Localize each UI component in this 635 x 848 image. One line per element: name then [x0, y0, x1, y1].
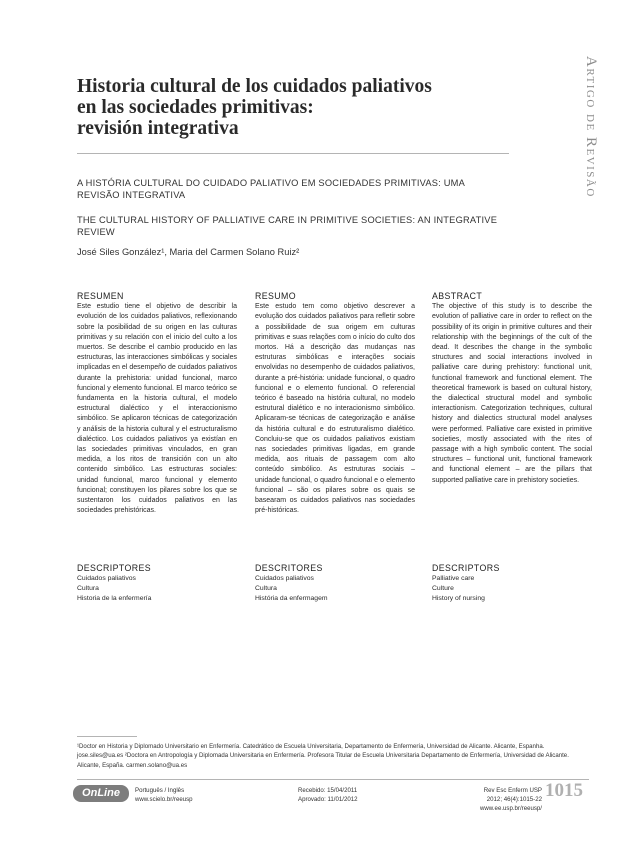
- abstract-column: [432, 291, 592, 486]
- descriptor-item: Cuidados paliativos: [255, 575, 314, 582]
- descriptores-block: [77, 563, 237, 604]
- footer-language: [135, 786, 193, 804]
- descriptors-heading: DESCRIPTORS: [432, 563, 500, 573]
- abstract-text: The objective of this study is to describe the evolution of palliative care in order to reflect on the possibility of its origin in primitive cultures and their relationship with the beginnings of the cult of the dead. It describes the change in the symbolic structures and social interactions involved in palliative care during prehistory: functional unit, functional framework and functional element. The theoretical framework is based on cultural history, the dialectical structural model and symbolic interactionism. Categorization techniques, cultural history and dialectics structural model analyses were performed. Palliative care existed in primitive societies, mostly associated with the rites of passage with a high symbolic content. The social structures – functional unit, functional framework and functional element – are the pillars that supported palliative care in prehistory societies.: [432, 303, 592, 484]
- journal-name: Rev Esc Enferm USP: [483, 787, 542, 794]
- descriptor-item: History of nursing: [432, 595, 485, 602]
- resumen-heading: RESUMEN: [77, 291, 124, 301]
- descriptor-item: Cuidados paliativos: [77, 575, 136, 582]
- descritores-heading: DESCRITORES: [255, 563, 323, 573]
- resumen-text: Este estudio tiene el objetivo de describir la evolución de los cuidados paliativos, reflexionando sobre la posibilidad de su origen en las culturas primitivas y su relación con el inicio del culto a los muertos. Se describe el cambio producido en las estructuras, las interacciones simbólicas y sociales implicadas en el desempeño de cuidados paliativos durante la prehistoria: unidad funcional, marco funcional y elemento funcional. El marco teórico se fundamenta en la historia cultural, el modelo estructural dialéctico y el interaccionismo simbólico. Se aplicaron técnicas de categorización y análisis de la historia cultural y el estructuralismo dialéctico. Los cuidados paliativos ya existían en las sociedades primitivas vinculados, en gran medida, a los ritos de transición con un alto contenido simbólico. Las estructuras sociales: unidad funcional, marco funcional y elemento funcional; constituyen los pilares sobre los que se sustentaron los cuidados paliativos en las sociedades prehistóricas.: [77, 303, 237, 515]
- footnote: ¹Doctor en Historia y Diplomado Universitario en Enfermería. Catedrático de Escuela Universitaria, Departamento de Enfermería, Universidad de Alicante. Alicante, Espanha. jose.siles@ua.es ²Doctora en Antropología y Diplomada Universitaria en Enfermería. Profesora Titular de Escuela Universitaria Departamento de Enfermería, Universidad de Alicante. Alicante, España. carmen.solano@ua.es: [77, 743, 569, 769]
- descriptor-item: Culture: [432, 585, 454, 592]
- abstract-heading: ABSTRACT: [432, 291, 483, 301]
- title-line-2: en las sociedades primitivas:: [77, 97, 314, 118]
- language-text: Português / Inglês: [135, 787, 185, 794]
- page-number: 1015: [545, 780, 583, 801]
- descriptores-heading: DESCRIPTORES: [77, 563, 152, 573]
- descriptor-item: Palliative care: [432, 575, 475, 582]
- descriptor-item: Cultura: [77, 585, 99, 592]
- section-label: Artigo de Revisão: [583, 56, 599, 198]
- title-line-3: revisión integrativa: [77, 118, 239, 139]
- footnote-divider: [77, 736, 137, 737]
- received-date: Recebido: 15/04/2011: [298, 787, 358, 794]
- descriptors-block: [432, 563, 592, 604]
- footer-divider: [77, 779, 589, 780]
- journal-issue: 2012; 46(4):1015-22: [486, 796, 542, 803]
- descritores-block: [255, 563, 415, 604]
- journal-info: [440, 786, 542, 813]
- journal-site[interactable]: www.ee.usp.br/reeusp/: [480, 805, 542, 812]
- footer-dates: [298, 786, 358, 804]
- subtitle-english: THE CULTURAL HISTORY OF PALLIATIVE CARE IN PRIMITIVE SOCIETIES: AN INTEGRATIVE REVIEW: [77, 215, 498, 237]
- descriptor-item: Cultura: [255, 585, 277, 592]
- resumo-column: [255, 291, 415, 516]
- descriptor-item: História da enfermagem: [255, 595, 328, 602]
- subtitle-portuguese: A HISTÓRIA CULTURAL DO CUIDADO PALIATIVO EM SOCIEDADES PRIMITIVAS: UMA REVISÃO INTEGRATIVA: [77, 178, 465, 200]
- resumo-text: Este estudo tem como objetivo descrever a evolução dos cuidados paliativos para refletir sobre a possibilidade de sua origem em culturas primitivas e suas relações com o início do culto dos mortos. Há a descrição das mudanças nas estruturas simbólicas e interações sociais envolvidas no desempenho de cuidados paliativos, durante a pré-história: unidade funcional, o quadro funcional e o elemento funcional. O referencial teórico é baseado na história cultural, no modelo estrutural dialético e no interacionismo simbólico. Aplicaram-se técnicas de categorização e análise da história cultural e do estruturalismo dialético. Concluiu-se que os cuidados paliativos existiam nas sociedades primitivas ligadas, em grande medida, aos rituais de passagem com alto conteúdo simbólico. As estruturas sociais – unidade funcional, o quadro funcional e o elemento funcional – são os pilares sobre os quais se basearam os cuidados paliativos nas sociedades pré-históricas.: [255, 303, 415, 515]
- scielo-link[interactable]: www.scielo.br/reeusp: [135, 796, 193, 803]
- resumen-column: [77, 291, 237, 516]
- article-title: [77, 76, 527, 139]
- authors: José Siles González¹, Maria del Carmen Solano Ruiz²: [77, 247, 300, 257]
- approved-date: Aprovado: 11/01/2012: [298, 796, 358, 803]
- title-line-1: Historia cultural de los cuidados paliativos: [77, 76, 432, 97]
- resumo-heading: RESUMO: [255, 291, 297, 301]
- descriptor-item: Historia de la enfermería: [77, 595, 152, 602]
- online-logo: OnLine: [73, 785, 129, 802]
- header-divider: [77, 153, 509, 154]
